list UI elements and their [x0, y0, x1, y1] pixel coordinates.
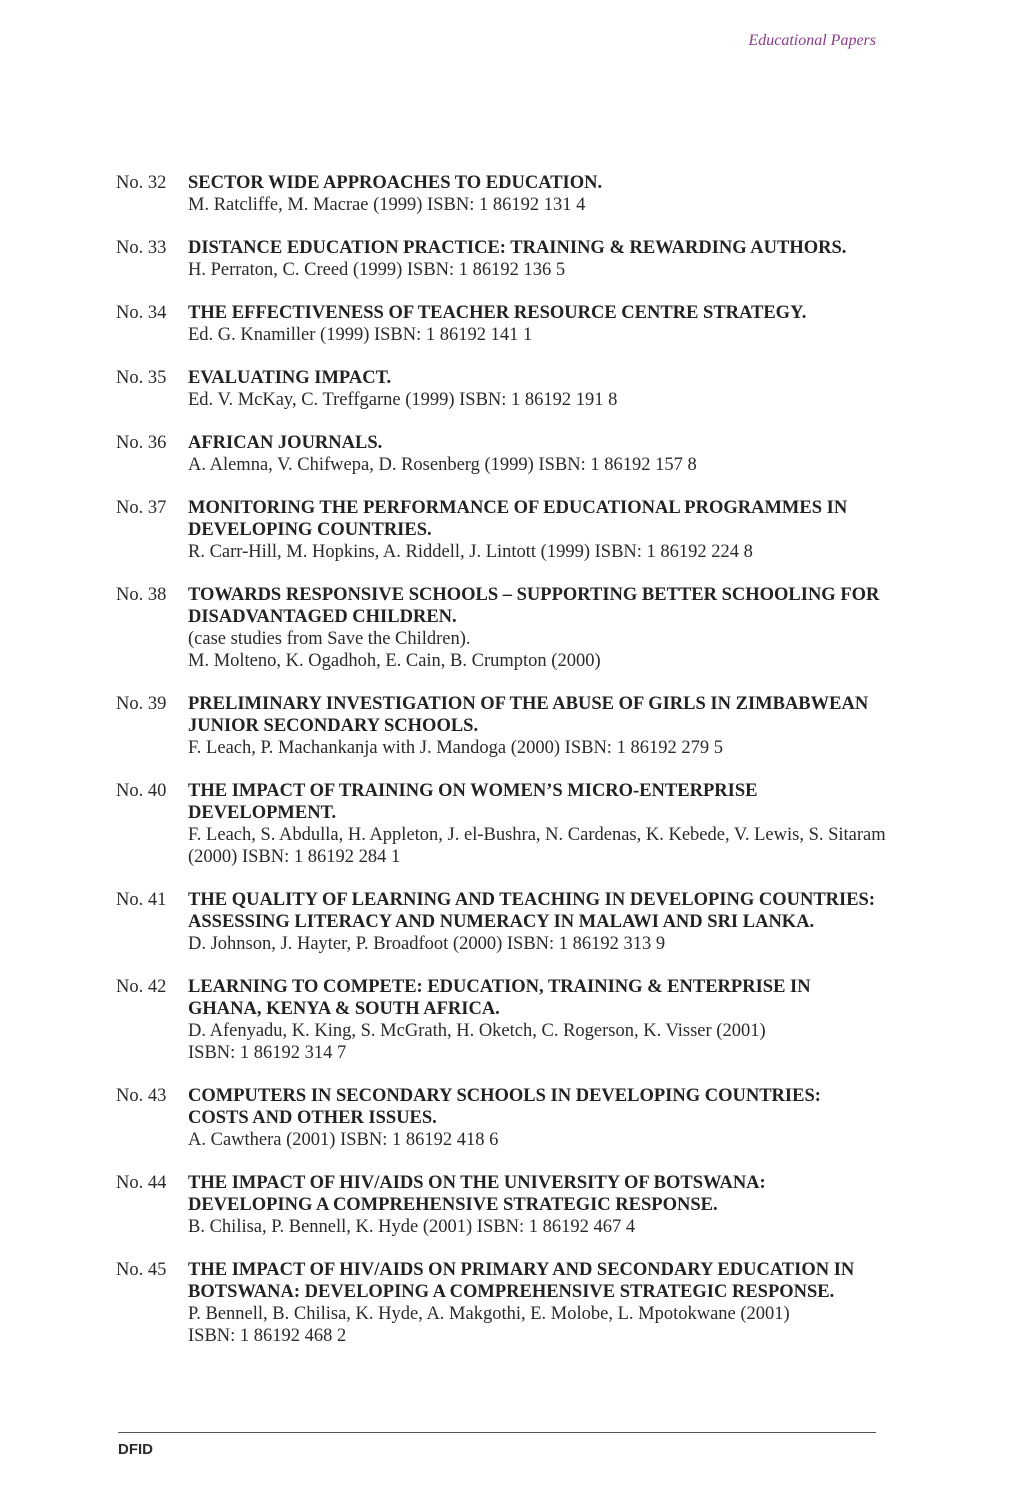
- publication-entry: [116, 1172, 886, 1238]
- publication-entry: [116, 432, 886, 476]
- publication-citation: A. Alemna, V. Chifwepa, D. Rosenberg (1999) ISBN: 1 86192 157 8: [188, 455, 697, 475]
- publication-title: TOWARDS RESPONSIVE SCHOOLS – SUPPORTING BETTER SCHOOLING FOR DISADVANTAGED CHILDREN.: [188, 585, 880, 627]
- publication-details: [188, 432, 886, 476]
- footer-divider: [118, 1432, 876, 1433]
- publication-citation: F. Leach, P. Machankanja with J. Mandoga (2000) ISBN: 1 86192 279 5: [188, 738, 723, 758]
- publication-citation: ISBN: 1 86192 468 2: [188, 1326, 347, 1346]
- paper-number: No. 35: [116, 368, 167, 388]
- paper-number: No. 43: [116, 1086, 167, 1106]
- publication-title: MONITORING THE PERFORMANCE OF EDUCATIONAL PROGRAMMES IN DEVELOPING COUNTRIES.: [188, 498, 848, 540]
- publication-entry: [116, 497, 886, 563]
- publication-citation: R. Carr-Hill, M. Hopkins, A. Riddell, J. Lintott (1999) ISBN: 1 86192 224 8: [188, 542, 753, 562]
- publication-list: [116, 172, 886, 1368]
- paper-number: No. 42: [116, 977, 167, 997]
- publication-title: DISTANCE EDUCATION PRACTICE: TRAINING & REWARDING AUTHORS.: [188, 238, 847, 258]
- publication-entry: [116, 584, 886, 672]
- running-header: Educational Papers: [748, 32, 876, 49]
- publication-title: AFRICAN JOURNALS.: [188, 433, 383, 453]
- publication-citation: D. Afenyadu, K. King, S. McGrath, H. Oketch, C. Rogerson, K. Visser (2001): [188, 1021, 766, 1041]
- publication-citation: (case studies from Save the Children).: [188, 629, 471, 649]
- publication-entry: [116, 976, 886, 1064]
- publication-details: [188, 780, 886, 868]
- publication-citation: M. Molteno, K. Ogadhoh, E. Cain, B. Crumpton (2000): [188, 651, 601, 671]
- publication-entry: [116, 237, 886, 281]
- publication-citation: ISBN: 1 86192 314 7: [188, 1043, 347, 1063]
- publication-entry: [116, 693, 886, 759]
- publication-entry: [116, 1085, 886, 1151]
- publication-title: THE EFFECTIVENESS OF TEACHER RESOURCE CENTRE STRATEGY.: [188, 303, 807, 323]
- publication-citation: D. Johnson, J. Hayter, P. Broadfoot (2000) ISBN: 1 86192 313 9: [188, 934, 666, 954]
- publication-details: [188, 693, 886, 759]
- paper-number: No. 36: [116, 433, 167, 453]
- publication-details: [188, 584, 886, 672]
- publication-details: [188, 367, 886, 411]
- publication-title: PRELIMINARY INVESTIGATION OF THE ABUSE OF GIRLS IN ZIMBABWEAN JUNIOR SECONDARY SCHOOLS.: [188, 694, 869, 736]
- publication-citation: H. Perraton, C. Creed (1999) ISBN: 1 86192 136 5: [188, 260, 566, 280]
- publication-citation: A. Cawthera (2001) ISBN: 1 86192 418 6: [188, 1130, 499, 1150]
- publication-details: [188, 497, 886, 563]
- publication-details: [188, 1172, 886, 1238]
- publication-details: [188, 976, 886, 1064]
- publication-title: THE IMPACT OF HIV/AIDS ON THE UNIVERSITY OF BOTSWANA: DEVELOPING A COMPREHENSIVE STRATEGIC RESPONSE.: [188, 1173, 766, 1215]
- paper-number: No. 32: [116, 173, 167, 193]
- publication-citation: Ed. G. Knamiller (1999) ISBN: 1 86192 141 1: [188, 325, 533, 345]
- publication-title: THE IMPACT OF TRAINING ON WOMEN’S MICRO-ENTERPRISE DEVELOPMENT.: [188, 781, 758, 823]
- paper-number: No. 33: [116, 238, 167, 258]
- publication-title: SECTOR WIDE APPROACHES TO EDUCATION.: [188, 173, 603, 193]
- publication-citation: M. Ratcliffe, M. Macrae (1999) ISBN: 1 86192 131 4: [188, 195, 586, 215]
- publication-entry: [116, 302, 886, 346]
- paper-number: No. 44: [116, 1173, 167, 1193]
- publication-title: LEARNING TO COMPETE: EDUCATION, TRAINING & ENTERPRISE IN GHANA, KENYA & SOUTH AFRICA.: [188, 977, 811, 1019]
- publication-title: THE IMPACT OF HIV/AIDS ON PRIMARY AND SECONDARY EDUCATION IN BOTSWANA: DEVELOPING A COMPREHENSIVE STRATEGIC RESPONSE.: [188, 1260, 855, 1302]
- paper-number: No. 41: [116, 890, 167, 910]
- paper-number: No. 39: [116, 694, 167, 714]
- paper-number: No. 38: [116, 585, 167, 605]
- publication-citation: F. Leach, S. Abdulla, H. Appleton, J. el-Bushra, N. Cardenas, K. Kebede, V. Lewis, S. Sitaram (2000) ISBN: 1 86192 284 1: [188, 825, 886, 867]
- publication-entry: [116, 780, 886, 868]
- publication-title: THE QUALITY OF LEARNING AND TEACHING IN DEVELOPING COUNTRIES: ASSESSING LITERACY AND NUMERACY IN MALAWI AND SRI LANKA.: [188, 890, 876, 932]
- footer-label: DFID: [118, 1441, 153, 1458]
- publication-citation: Ed. V. McKay, C. Treffgarne (1999) ISBN: 1 86192 191 8: [188, 390, 618, 410]
- publication-citation: B. Chilisa, P. Bennell, K. Hyde (2001) ISBN: 1 86192 467 4: [188, 1217, 636, 1237]
- paper-number: No. 45: [116, 1260, 167, 1280]
- publication-details: [188, 889, 886, 955]
- paper-number: No. 34: [116, 303, 167, 323]
- publication-details: [188, 1085, 886, 1151]
- paper-number: No. 37: [116, 498, 167, 518]
- publication-entry: [116, 1259, 886, 1347]
- publication-title: EVALUATING IMPACT.: [188, 368, 392, 388]
- publication-entry: [116, 367, 886, 411]
- publication-title: COMPUTERS IN SECONDARY SCHOOLS IN DEVELOPING COUNTRIES: COSTS AND OTHER ISSUES.: [188, 1086, 821, 1128]
- publication-details: [188, 1259, 886, 1347]
- publication-details: [188, 302, 886, 346]
- publication-entry: [116, 172, 886, 216]
- publication-entry: [116, 889, 886, 955]
- paper-number: No. 40: [116, 781, 167, 801]
- publication-details: [188, 172, 886, 216]
- publication-citation: P. Bennell, B. Chilisa, K. Hyde, A. Makgothi, E. Molobe, L. Mpotokwane (2001): [188, 1304, 790, 1324]
- publication-details: [188, 237, 886, 281]
